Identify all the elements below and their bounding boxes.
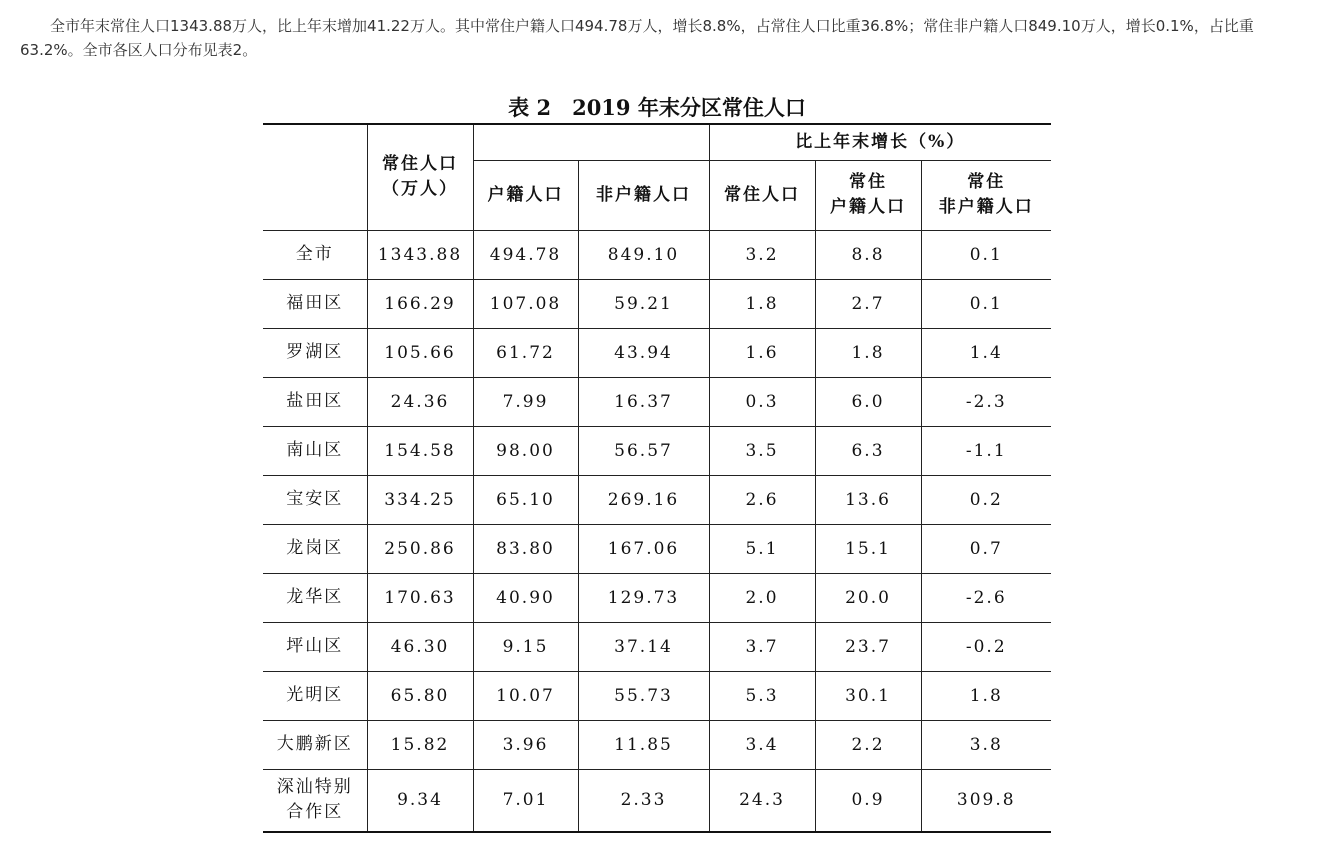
growth-total-cell: 2.6 [709, 475, 815, 524]
growth-total-cell: 2.0 [709, 573, 815, 622]
region-cell: 全市 [263, 230, 367, 279]
table-row [263, 328, 1051, 377]
total-cell: 65.80 [367, 671, 473, 720]
non-hukou-cell: 56.57 [578, 426, 709, 475]
table-row [263, 230, 1051, 279]
header-hukou: 户籍人口 [473, 160, 578, 230]
header-growth-group: 比上年末增长（%） [709, 124, 1051, 160]
hukou-cell: 3.96 [473, 720, 578, 769]
table-body [263, 230, 1051, 832]
hukou-cell: 9.15 [473, 622, 578, 671]
table-row [263, 377, 1051, 426]
growth-hukou-cell: 8.8 [815, 230, 921, 279]
region-cell: 坪山区 [263, 622, 367, 671]
total-cell: 9.34 [367, 769, 473, 832]
total-cell: 154.58 [367, 426, 473, 475]
growth-hukou-cell: 0.9 [815, 769, 921, 832]
region-cell: 罗湖区 [263, 328, 367, 377]
header-growth-non-hukou: 常住 非户籍人口 [921, 160, 1051, 230]
non-hukou-cell: 129.73 [578, 573, 709, 622]
growth-non-hukou-cell: 0.2 [921, 475, 1051, 524]
growth-non-hukou-cell: 0.1 [921, 230, 1051, 279]
growth-hukou-cell: 23.7 [815, 622, 921, 671]
hukou-cell: 61.72 [473, 328, 578, 377]
growth-hukou-cell: 1.8 [815, 328, 921, 377]
growth-hukou-cell: 20.0 [815, 573, 921, 622]
non-hukou-cell: 11.85 [578, 720, 709, 769]
table-row [263, 622, 1051, 671]
header-non-hukou: 非户籍人口 [578, 160, 709, 230]
region-cell: 南山区 [263, 426, 367, 475]
growth-non-hukou-cell: -2.6 [921, 573, 1051, 622]
growth-hukou-cell: 6.0 [815, 377, 921, 426]
growth-hukou-cell: 30.1 [815, 671, 921, 720]
non-hukou-cell: 55.73 [578, 671, 709, 720]
intro-paragraph: 全市年末常住人口1343.88万人，比上年末增加41.22万人。其中常住户籍人口494.78万人，增长8.8%，占常住人口比重36.8%；常住非户籍人口849.10万人，增长0.1%，占比重63.2%。全市各区人口分布见表2。 [20, 17, 1254, 59]
header-region-corner [263, 124, 367, 230]
growth-non-hukou-cell: 0.7 [921, 524, 1051, 573]
hukou-cell: 494.78 [473, 230, 578, 279]
growth-total-cell: 3.5 [709, 426, 815, 475]
growth-total-cell: 3.7 [709, 622, 815, 671]
non-hukou-cell: 16.37 [578, 377, 709, 426]
growth-non-hukou-cell: -1.1 [921, 426, 1051, 475]
hukou-cell: 98.00 [473, 426, 578, 475]
table-row [263, 475, 1051, 524]
growth-non-hukou-cell: -2.3 [921, 377, 1051, 426]
non-hukou-cell: 37.14 [578, 622, 709, 671]
region-cell: 大鹏新区 [263, 720, 367, 769]
hukou-cell: 107.08 [473, 279, 578, 328]
table-row [263, 524, 1051, 573]
growth-total-cell: 3.4 [709, 720, 815, 769]
growth-total-cell: 24.3 [709, 769, 815, 832]
growth-hukou-cell: 13.6 [815, 475, 921, 524]
growth-hukou-cell: 2.2 [815, 720, 921, 769]
hukou-cell: 40.90 [473, 573, 578, 622]
hukou-cell: 7.01 [473, 769, 578, 832]
total-cell: 46.30 [367, 622, 473, 671]
growth-total-cell: 0.3 [709, 377, 815, 426]
non-hukou-cell: 269.16 [578, 475, 709, 524]
total-cell: 24.36 [367, 377, 473, 426]
table-row [263, 720, 1051, 769]
table-row [263, 573, 1051, 622]
growth-total-cell: 5.3 [709, 671, 815, 720]
table-row [263, 769, 1051, 832]
hukou-cell: 65.10 [473, 475, 578, 524]
population-table [263, 123, 1051, 833]
growth-non-hukou-cell: 1.4 [921, 328, 1051, 377]
region-cell: 盐田区 [263, 377, 367, 426]
growth-total-cell: 5.1 [709, 524, 815, 573]
total-cell: 170.63 [367, 573, 473, 622]
non-hukou-cell: 167.06 [578, 524, 709, 573]
table-row [263, 426, 1051, 475]
growth-total-cell: 3.2 [709, 230, 815, 279]
growth-hukou-cell: 6.3 [815, 426, 921, 475]
non-hukou-cell: 59.21 [578, 279, 709, 328]
table-title: 表 2 2019 年末分区常住人口 [508, 95, 806, 120]
growth-total-cell: 1.8 [709, 279, 815, 328]
growth-total-cell: 1.6 [709, 328, 815, 377]
region-cell: 深汕特别 合作区 [263, 769, 367, 832]
header-resident-group-spacer [473, 124, 709, 160]
total-cell: 1343.88 [367, 230, 473, 279]
growth-non-hukou-cell: 3.8 [921, 720, 1051, 769]
total-cell: 15.82 [367, 720, 473, 769]
table-row [263, 279, 1051, 328]
hukou-cell: 7.99 [473, 377, 578, 426]
region-cell: 龙岗区 [263, 524, 367, 573]
growth-non-hukou-cell: 0.1 [921, 279, 1051, 328]
growth-non-hukou-cell: 309.8 [921, 769, 1051, 832]
header-growth-hukou: 常住 户籍人口 [815, 160, 921, 230]
non-hukou-cell: 43.94 [578, 328, 709, 377]
hukou-cell: 10.07 [473, 671, 578, 720]
table-row [263, 671, 1051, 720]
total-cell: 250.86 [367, 524, 473, 573]
header-resident-population: 常住人口 （万人） [367, 124, 473, 230]
growth-non-hukou-cell: -0.2 [921, 622, 1051, 671]
region-cell: 龙华区 [263, 573, 367, 622]
total-cell: 334.25 [367, 475, 473, 524]
region-cell: 福田区 [263, 279, 367, 328]
region-cell: 光明区 [263, 671, 367, 720]
non-hukou-cell: 2.33 [578, 769, 709, 832]
header-growth-resident: 常住人口 [709, 160, 815, 230]
region-cell: 宝安区 [263, 475, 367, 524]
growth-hukou-cell: 15.1 [815, 524, 921, 573]
growth-non-hukou-cell: 1.8 [921, 671, 1051, 720]
growth-hukou-cell: 2.7 [815, 279, 921, 328]
total-cell: 105.66 [367, 328, 473, 377]
total-cell: 166.29 [367, 279, 473, 328]
hukou-cell: 83.80 [473, 524, 578, 573]
non-hukou-cell: 849.10 [578, 230, 709, 279]
